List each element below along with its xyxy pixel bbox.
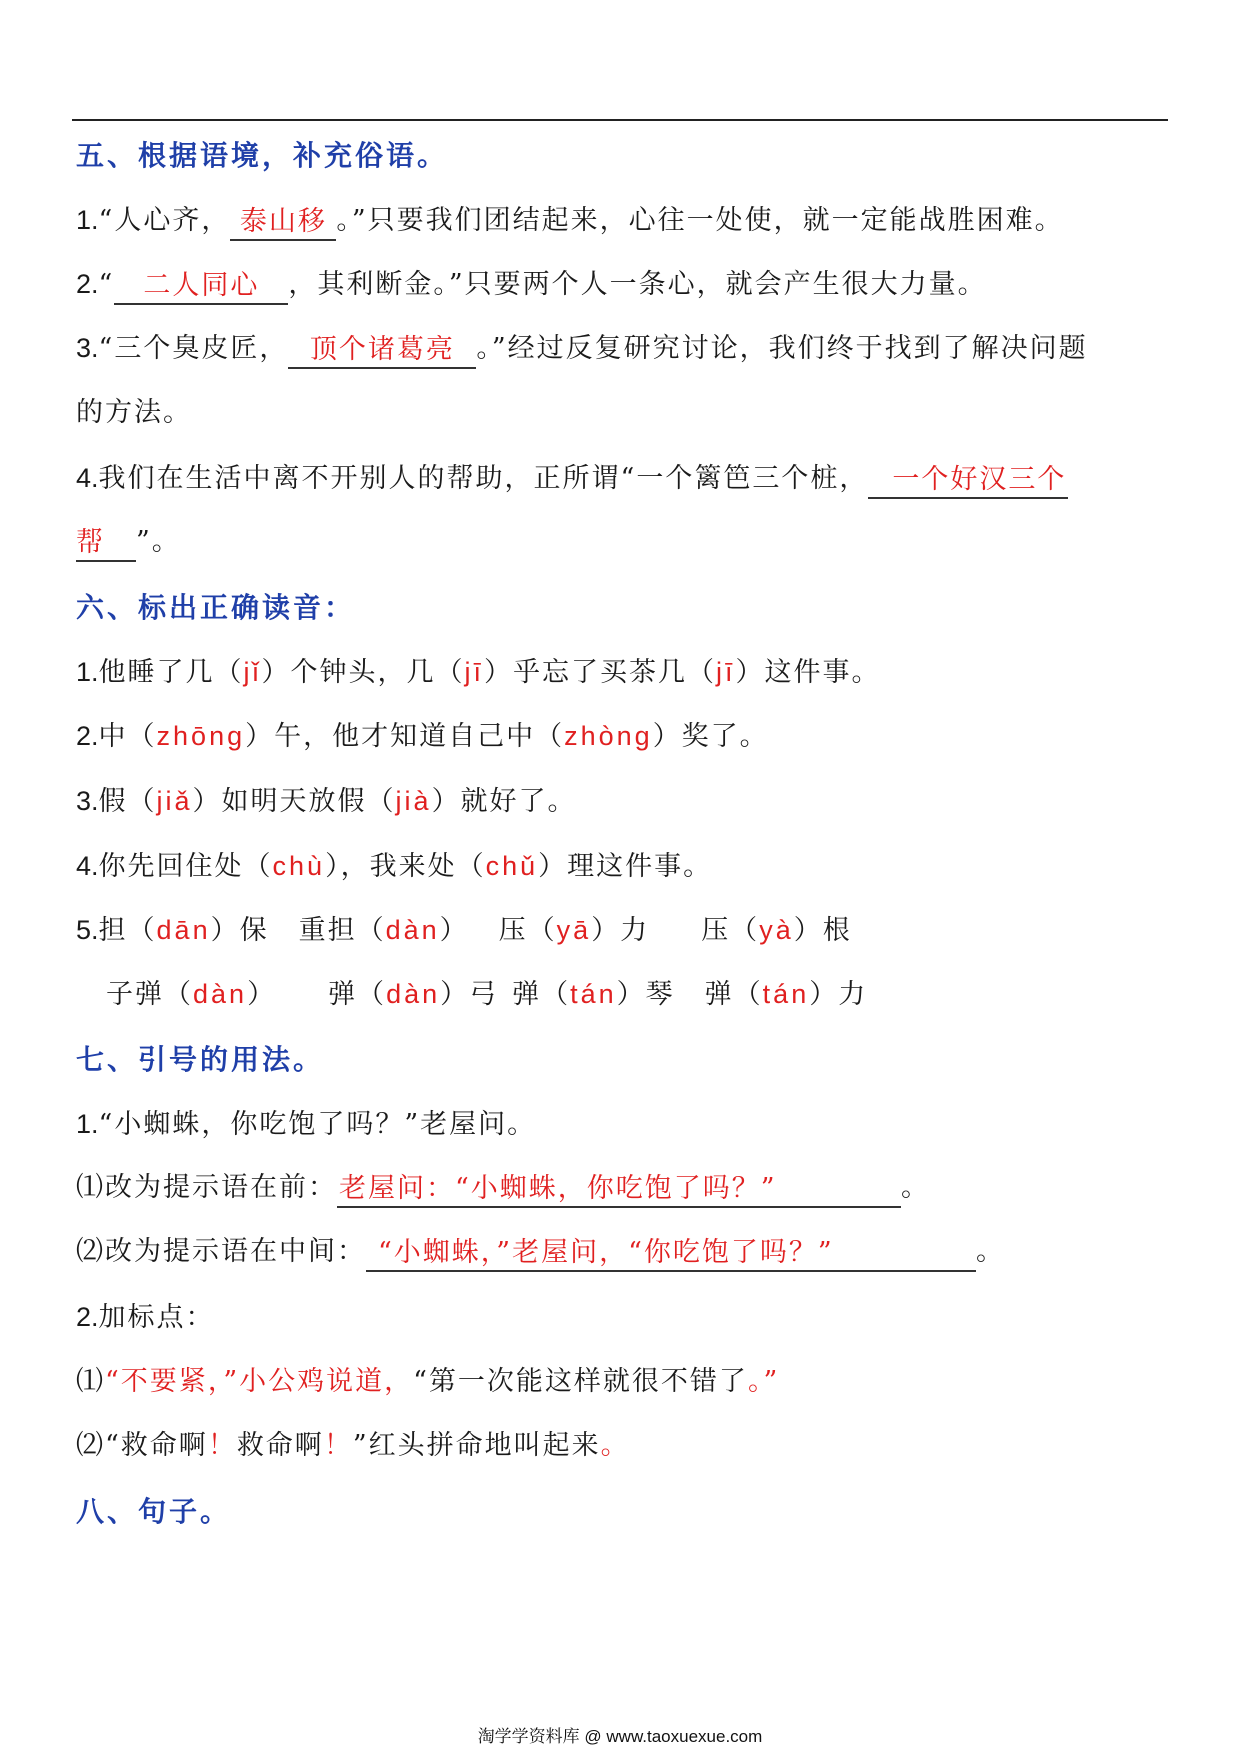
s7-q1a-end: 。 — [901, 1172, 930, 1203]
s7-q2a-label: ⑴ — [76, 1366, 105, 1397]
s5-q1-number: 1. — [76, 205, 99, 235]
s6-q3-text1: 假（ — [98, 786, 157, 817]
s7-q2-text: 加标点： — [98, 1302, 215, 1333]
s6-q1-text4: ）这件事。 — [735, 657, 881, 688]
s7-q2a — [76, 1362, 1186, 1402]
s6-q5-c1: 压（ — [498, 915, 557, 946]
s6-q5-g2: ）琴 — [616, 979, 675, 1010]
s7-q2b-text2: 救命啊 — [236, 1430, 324, 1461]
s7-q2a-punct1: ， — [207, 1366, 224, 1397]
s6-q5-h-pinyin: tán — [762, 979, 810, 1009]
s6-q5-number: 5. — [76, 915, 99, 945]
s6-q2-text2: ）午，他才知道自己中（ — [245, 721, 565, 752]
s5-q2-number: 2. — [76, 269, 99, 299]
s5-q2 — [76, 264, 1186, 305]
s7-q2a-text2: ”小公鸡说道 — [223, 1366, 385, 1397]
s6-q3-pinyin1: jiǎ — [156, 786, 193, 816]
s6-q4-text3: ）理这件事。 — [538, 851, 713, 882]
s6-q1-pinyin1: jǐ — [243, 657, 262, 687]
s5-q3 — [76, 328, 1186, 369]
s6-q2-pinyin2: zhòng — [564, 721, 653, 751]
section-5-title: 五、根据语境，补充俗语。 — [76, 139, 449, 172]
s5-q3-continuation: 的方法。 — [76, 397, 192, 428]
footer-watermark: 淘学学资料库 @ www.taoxuexue.com — [477, 1727, 763, 1746]
s6-q3-pinyin2: jià — [395, 786, 432, 816]
s7-q2-number: 2. — [76, 1302, 99, 1332]
s5-q1-pre: “人心齐， — [98, 205, 231, 236]
s6-q4-number: 4. — [76, 851, 99, 881]
s5-q4 — [76, 458, 1186, 499]
s5-q4-answer-part2: 帮 — [76, 526, 136, 562]
s7-q1b-label: ⑵改为提示语在中间： — [76, 1236, 366, 1267]
s6-q5-b2: ） — [439, 915, 469, 946]
s6-q5-g-pinyin: tán — [570, 979, 617, 1009]
s6-q5-a1: 担（ — [98, 915, 157, 946]
s5-q4-number: 4. — [76, 463, 99, 493]
s7-q2a-text3: “第一次能这样就很不错了 — [413, 1366, 748, 1397]
s6-q3-number: 3. — [76, 786, 99, 816]
section-8-title: 八、句子。 — [76, 1495, 232, 1528]
s6-q5-e-pinyin: dàn — [193, 979, 248, 1009]
s7-q1 — [76, 1104, 1186, 1145]
s6-q5-e1: 子弹（ — [106, 979, 193, 1010]
s7-q2b-label: ⑵ — [76, 1430, 105, 1461]
s5-q1-answer: 泰山移 — [230, 205, 336, 241]
s6-q5-a-pinyin: dān — [156, 915, 211, 945]
s7-q2b-punct1: ！ — [207, 1430, 237, 1461]
s5-q3-post: 。”经过反复研究讨论，我们终于找到了解决问题 — [476, 333, 1088, 364]
s7-q1-text: “小蜘蛛，你吃饱了吗？”老屋问。 — [98, 1109, 537, 1140]
s5-q4-answer-part1: 一个好汉三个 — [868, 463, 1068, 499]
s7-q1-number: 1. — [76, 1109, 99, 1139]
s6-q1-text2: ）个钟头，几（ — [261, 657, 465, 688]
s7-q1a — [76, 1168, 1186, 1208]
s6-q5-c2: ）力 — [591, 915, 650, 946]
s6-q1-text3: ）乎忘了买茶几（ — [484, 657, 717, 688]
s7-q2b-punct3: 。 — [600, 1430, 630, 1461]
s6-q5-a2: ）保 — [210, 915, 269, 946]
s6-q4-pinyin1: chù — [272, 851, 326, 881]
s6-q5-c-pinyin: yā — [556, 915, 592, 945]
s6-q5-row1 — [76, 910, 1186, 951]
s6-q3 — [76, 781, 1186, 822]
s6-q1-pinyin3: jī — [716, 657, 736, 687]
s6-q4 — [76, 846, 1186, 887]
s7-q1b — [76, 1232, 1186, 1272]
s6-q2-text1: 中（ — [98, 721, 157, 752]
s6-q5-b1: 重担（ — [298, 915, 386, 946]
s6-q5-row2 — [106, 974, 1216, 1015]
s6-q1 — [76, 652, 1186, 693]
s7-q2b-text1: “救命啊 — [105, 1430, 208, 1461]
s6-q2-pinyin1: zhōng — [156, 721, 246, 751]
s6-q5-h2: ）力 — [809, 979, 868, 1010]
section-6-title: 六、标出正确读音： — [76, 591, 356, 624]
s6-q2-text3: ）奖了。 — [652, 721, 769, 752]
s7-q2a-punct3: 。 — [747, 1366, 764, 1397]
s6-q5-f2: ）弓 — [440, 979, 499, 1010]
s6-q2 — [76, 716, 1186, 757]
s5-q2-answer: 二人同心 — [114, 269, 288, 305]
s6-q4-text2: ），我来处（ — [325, 851, 486, 882]
s5-q4-post: ”。 — [136, 526, 181, 557]
s6-q5-g1: 弹（ — [512, 979, 571, 1010]
s6-q5-f-pinyin: dàn — [386, 979, 441, 1009]
s6-q4-pinyin2: chǔ — [485, 851, 539, 881]
s6-q5-d2: ）根 — [793, 915, 852, 946]
s6-q5-f1: 弹（ — [328, 979, 387, 1010]
s6-q1-pinyin2: jī — [464, 657, 485, 687]
s5-q3-pre: “三个臭皮匠， — [98, 333, 289, 364]
s7-q2a-close-quote: ” — [763, 1366, 780, 1397]
s6-q5-b-pinyin: dàn — [385, 915, 440, 945]
s7-q2a-punct2: ， — [384, 1366, 414, 1397]
s7-q2a-open-quote: “不要紧 — [105, 1366, 208, 1397]
s7-q1b-end: 。 — [976, 1236, 1005, 1267]
s5-q1 — [76, 200, 1186, 241]
s6-q5-d1: 压（ — [701, 915, 760, 946]
s5-q2-pre: “ — [98, 269, 115, 300]
top-rule — [72, 119, 1168, 121]
s7-q2 — [76, 1297, 1186, 1338]
s5-q1-post: 。”只要我们团结起来，心往一处使，就一定能战胜困难。 — [336, 205, 1064, 236]
s5-q4-pre: 我们在生活中离不开别人的帮助，正所谓“一个篱笆三个桩， — [98, 463, 869, 494]
s6-q2-number: 2. — [76, 721, 99, 751]
s7-q2b-punct2: ！ — [323, 1430, 353, 1461]
s6-q3-text2: ）如明天放假（ — [192, 786, 396, 817]
s6-q5-e2: ） — [247, 979, 277, 1010]
s6-q1-text1: 他睡了几（ — [98, 657, 244, 688]
s6-q3-text3: ）就好了。 — [431, 786, 577, 817]
s6-q5-h1: 弹（ — [704, 979, 763, 1010]
s6-q5-d-pinyin: yà — [759, 915, 794, 945]
s5-q4-continuation — [76, 522, 1186, 562]
s7-q1b-answer: “小蜘蛛，”老屋问，“你吃饱了吗？” — [366, 1236, 976, 1272]
section-7-title: 七、引号的用法。 — [76, 1043, 325, 1076]
s7-q1a-label: ⑴改为提示语在前： — [76, 1172, 337, 1203]
s5-q3-number: 3. — [76, 333, 99, 363]
s7-q2b — [76, 1426, 1186, 1466]
s6-q4-text1: 你先回住处（ — [98, 851, 273, 882]
s6-q1-number: 1. — [76, 657, 99, 687]
s5-q3-answer: 顶个诸葛亮 — [288, 333, 476, 369]
s5-q2-post: ，其利断金。”只要两个人一条心，就会产生很大力量。 — [288, 269, 987, 300]
s7-q2b-text3: ”红头拼命地叫起来 — [352, 1430, 601, 1461]
s7-q1a-answer: 老屋问：“小蜘蛛，你吃饱了吗？” — [337, 1172, 901, 1208]
